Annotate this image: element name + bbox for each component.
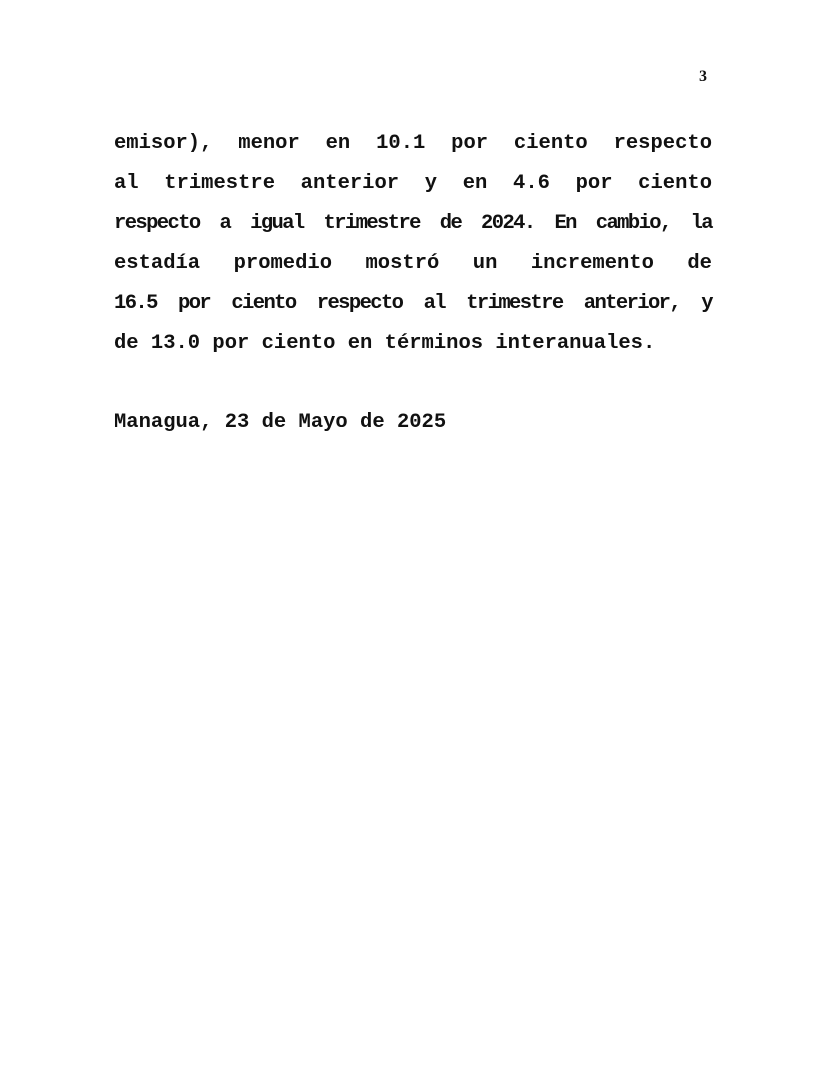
paragraph-line: respecto a igual trimestre de 2024. En cambio, la (114, 212, 712, 235)
page-number: 3 (699, 68, 707, 85)
body-paragraph (114, 124, 712, 364)
paragraph-line: al trimestre anterior y en 4.6 por ciento (114, 172, 712, 195)
place-date-signature: Managua, 23 de Mayo de 2025 (114, 411, 447, 434)
paragraph-line: 16.5 por ciento respecto al trimestre anterior, y (114, 292, 712, 315)
paragraph-line: estadía promedio mostró un incremento de (114, 252, 712, 275)
paragraph-line: de 13.0 por ciento en términos interanuales. (114, 332, 656, 355)
paragraph-line: emisor), menor en 10.1 por ciento respecto (114, 132, 712, 155)
